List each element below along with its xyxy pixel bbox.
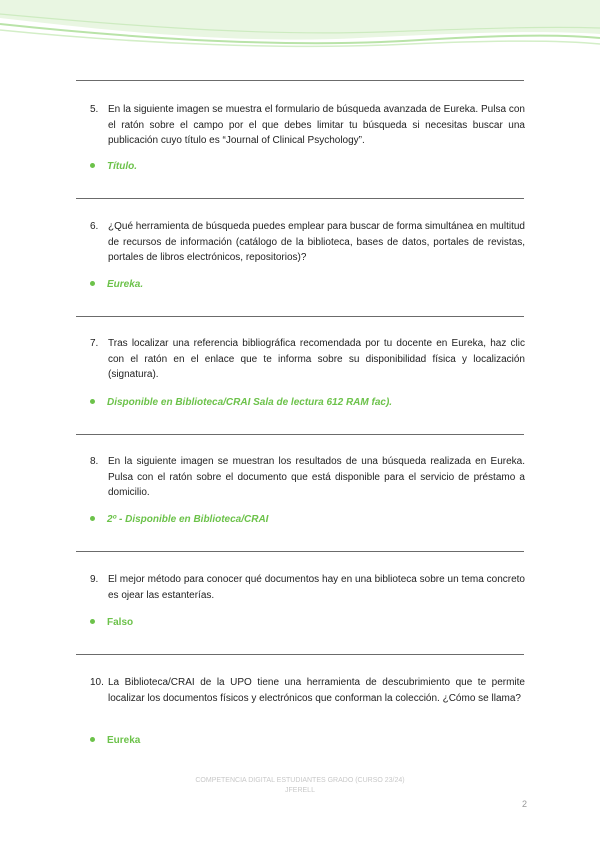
answer-9 — [90, 616, 133, 630]
answer-6 — [90, 278, 143, 292]
question-number: 6. — [90, 221, 99, 232]
question-number: 10. — [90, 677, 104, 688]
bullet-icon — [90, 163, 95, 168]
bullet-icon — [90, 737, 95, 742]
answer-text: Falso — [107, 617, 134, 628]
footer-course: COMPETENCIA DIGITAL ESTUDIANTES GRADO (CURSO 23/24) — [195, 777, 405, 784]
question-10 — [90, 675, 525, 706]
bullet-icon — [90, 399, 95, 404]
question-number: 5. — [90, 104, 99, 115]
divider — [76, 198, 524, 199]
divider — [76, 654, 524, 655]
divider — [76, 80, 524, 81]
question-text: La Biblioteca/CRAI de la UPO tiene una herramienta de descubrimiento que te permite localizar los documentos físicos y electrónicos que conforman la colección. ¿Cómo se llama? — [108, 677, 525, 704]
question-6 — [90, 219, 525, 266]
question-number: 8. — [90, 456, 99, 467]
footer-author: JFERELL — [285, 787, 315, 794]
question-text: En la siguiente imagen se muestra el formulario de búsqueda avanzada de Eureka. Pulsa con el ratón sobre el campo por el que debes limitar tu búsqueda si necesitas buscar una publicación cuyo título es “Journal of Clinical Psychology”. — [108, 104, 525, 146]
header-wave-decoration — [0, 0, 600, 60]
answer-text: 2º - Disponible en Biblioteca/CRAI — [107, 514, 269, 525]
divider — [76, 434, 524, 435]
question-number: 7. — [90, 338, 99, 349]
bullet-icon — [90, 281, 95, 286]
question-9 — [90, 572, 525, 603]
question-5 — [90, 102, 525, 149]
question-text: En la siguiente imagen se muestran los resultados de una búsqueda realizada en Eureka. Pulsa con el ratón sobre el documento que está disponible para el servicio de préstamo a domicilio. — [108, 456, 525, 498]
answer-5 — [90, 160, 137, 174]
answer-text: Título. — [107, 161, 137, 172]
answer-text: Eureka — [107, 735, 141, 746]
answer-text: Disponible en Biblioteca/CRAI Sala de lectura 612 RAM fac). — [107, 397, 393, 408]
bullet-icon — [90, 619, 95, 624]
question-7 — [90, 336, 525, 383]
divider — [76, 551, 524, 552]
page-number: 2 — [521, 799, 527, 809]
question-text: Tras localizar una referencia bibliográfica recomendada por tu docente en Eureka, haz clic con el ratón en el enlace que te informa sobre su disponibilidad física y localización (signatura). — [108, 338, 525, 380]
question-8 — [90, 454, 525, 501]
question-number: 9. — [90, 574, 99, 585]
answer-text: Eureka. — [107, 279, 144, 290]
question-text: ¿Qué herramienta de búsqueda puedes emplear para buscar de forma simultánea en multitud de recursos de información (catálogo de la biblioteca, bases de datos, portales de revistas, portales de libros electrónicos, repositorios)? — [108, 221, 525, 263]
answer-10 — [90, 734, 140, 748]
answer-8 — [90, 513, 268, 527]
question-text: El mejor método para conocer qué documentos hay en una biblioteca sobre un tema concreto es ojear las estanterías. — [108, 574, 525, 601]
divider — [76, 316, 524, 317]
answer-7 — [90, 396, 392, 410]
bullet-icon — [90, 516, 95, 521]
